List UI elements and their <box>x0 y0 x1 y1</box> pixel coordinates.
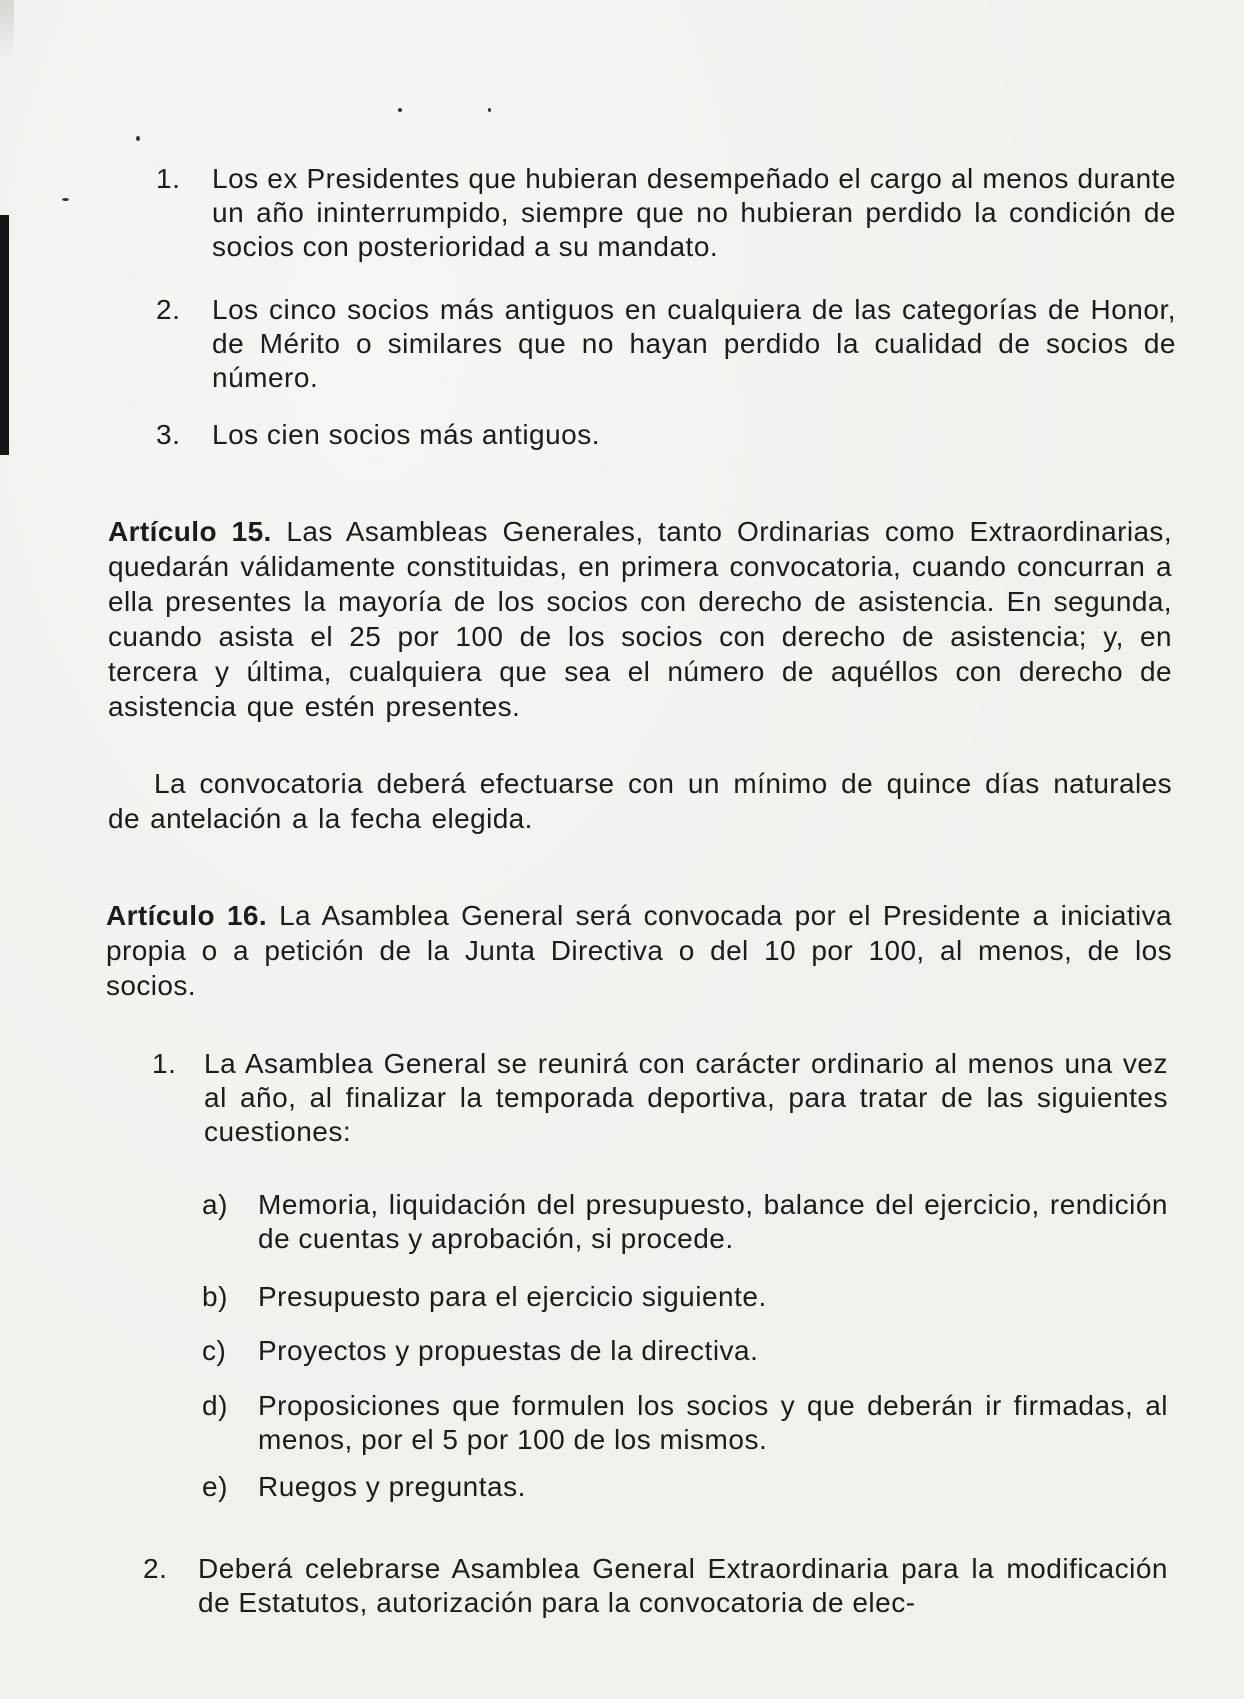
article-text: Las Asambleas Generales, tanto Ordinarias como Extraordinarias, quedarán válidamente constituidas, en primera convocatoria, cuando concurran a ella presentes la mayoría de los socios con derecho de asistencia. En segunda, cuando asista el 25 por 100 de los socios con derecho de asistencia; y, en tercera y última, cualquiera que sea el número de aquéllos con derecho de asistencia que estén presentes. <box>108 516 1172 722</box>
sub-item-text: Proposiciones que formulen los socios y que deberán ir firmadas, al menos, por el 5 por 100 de los mismos. <box>258 1390 1168 1455</box>
sub-item-letter: c) <box>202 1335 227 1366</box>
list-item-text: Los cinco socios más antiguos en cualquiera de las categorías de Honor, de Mérito o similares que no hayan perdido la cualidad de socios de número. <box>212 294 1176 393</box>
list-number: 2. <box>143 1553 168 1584</box>
list-item-text: Deberá celebrarse Asamblea General Extraordinaria para la modificación de Estatutos, autorización para la convocatoria de elec- <box>198 1553 1168 1618</box>
list-number: 1. <box>156 163 181 194</box>
article-heading: Artículo 16. <box>106 900 268 931</box>
scan-speck <box>62 198 69 201</box>
sub-item-text: Presupuesto para el ejercicio siguiente. <box>258 1281 767 1312</box>
sub-item-text: Proyectos y propuestas de la directiva. <box>258 1335 759 1366</box>
sub-item-letter: e) <box>202 1471 228 1502</box>
article-heading: Artículo 15. <box>108 516 272 547</box>
article-15-paragraph-2: La convocatoria deberá efectuarse con un mínimo de quince días naturales de antelación a la fecha elegida. <box>108 768 1172 834</box>
list-number: 3. <box>156 419 181 450</box>
page-edge-shadow <box>0 0 14 60</box>
scan-edge-mark <box>0 215 9 455</box>
sub-item-text: Ruegos y preguntas. <box>258 1471 526 1502</box>
article-text: La Asamblea General será convocada por el Presidente a iniciativa propia o a petición de la Junta Directiva o del 10 por 100, al menos, de los socios. <box>106 900 1172 1001</box>
article-15 <box>108 514 1172 724</box>
list-number: 2. <box>156 294 181 325</box>
list-item-text: Los ex Presidentes que hubieran desempeñado el cargo al menos durante un año ininterrumpido, siempre que no hubieran perdido la condición de socios con posterioridad a su mandato. <box>212 163 1176 262</box>
article-16 <box>106 898 1172 1003</box>
sub-item-text: Memoria, liquidación del presupuesto, balance del ejercicio, rendición de cuentas y aprobación, si procede. <box>258 1189 1168 1254</box>
sub-item-letter: b) <box>202 1281 228 1312</box>
sub-item-letter: a) <box>202 1189 228 1220</box>
scan-speck <box>488 108 491 112</box>
list-item-text: La Asamblea General se reunirá con carácter ordinario al menos una vez al año, al finalizar la temporada deportiva, para tratar de las siguientes cuestiones: <box>204 1048 1168 1147</box>
sub-item-letter: d) <box>202 1390 228 1421</box>
list-item-text: Los cien socios más antiguos. <box>212 419 601 450</box>
list-number: 1. <box>152 1048 177 1079</box>
scan-speck <box>398 108 402 112</box>
scan-speck <box>136 136 140 141</box>
